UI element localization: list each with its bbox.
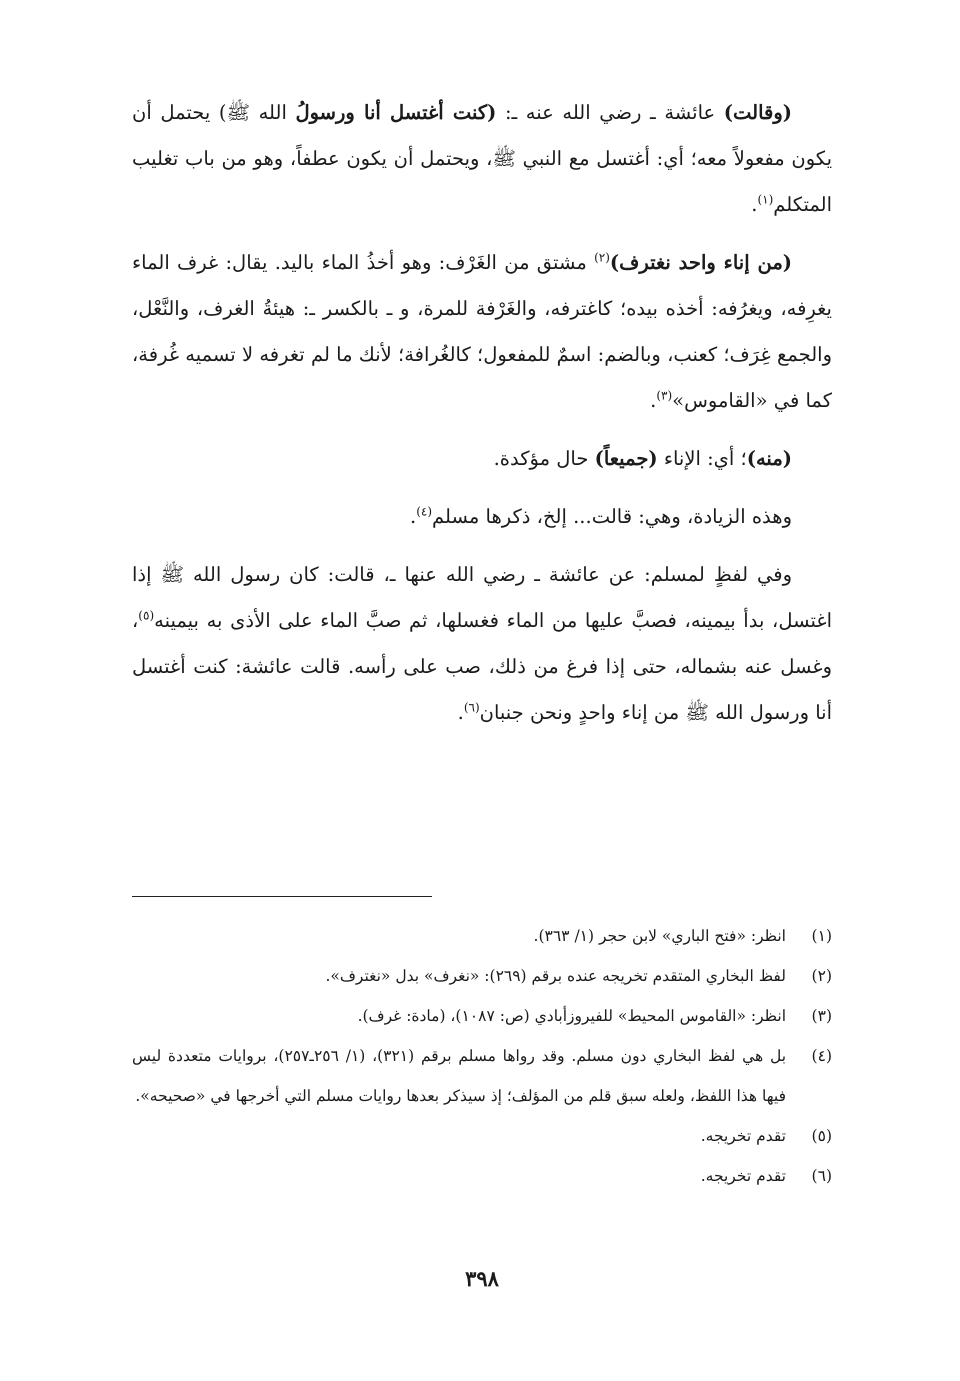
quoted-text: (من إناء واحد نغترف): [609, 251, 792, 274]
commentary-text: .: [650, 389, 657, 412]
footnote-reference: (٦): [463, 700, 480, 715]
paragraph: [132, 240, 832, 424]
commentary-text: حال مؤكدة.: [493, 447, 595, 470]
quoted-text: (وقالت): [723, 101, 792, 124]
commentary-text: .: [457, 701, 464, 724]
footnote: [132, 1036, 832, 1116]
quoted-text: (كنت أغتسل أنا ورسولُ: [295, 101, 497, 124]
commentary-text: ، وغسل عنه بشماله، حتى إذا فرغ من ذلك، صب على رأسه. قالت عائشة: كنت أغتسل أنا ورسول الله ﷺ من إناء واحدٍ ونحن جنبان: [132, 609, 832, 724]
footnotes: [132, 916, 832, 1196]
commentary-text: .: [751, 193, 758, 216]
quoted-text: (منه): [746, 447, 792, 470]
commentary-text: وفي لفظٍ لمسلم: عن عائشة ـ رضي الله عنها ـ، قالت: كان رسول الله ﷺ إذا اغتسل، بدأ بيمينه، فصبَّ عليها من الماء فغسلها، ثم صبَّ الماء على الأذى به بيمينه: [132, 563, 832, 632]
footnote-reference: (٣): [656, 388, 673, 403]
footnote-text: بل هي لفظ البخاري دون مسلم. وقد رواها مسلم برقم (٣٢١)، (١/ ٢٥٦ـ٢٥٧)، بروايات متعددة ليس فيها هذا اللفظ، ولعله سبق قلم من المؤلف؛ إذ سيذكر بعدها روايات مسلم التي أخرجها في «صحيحه».: [132, 1047, 787, 1105]
footnote-number: (٤): [811, 1047, 832, 1065]
footnote: [132, 916, 832, 956]
footnote-text: انظر: «القاموس المحيط» للفيروزأبادي (ص: ١٠٨٧)، (مادة: غرف).: [357, 1007, 786, 1025]
footnote-text: تقدم تخريجه.: [700, 1167, 786, 1185]
commentary-text: الله ﷺ) يحتمل أن يكون مفعولاً معه؛ أي: أغتسل مع النبي ﷺ، ويحتمل أن يكون عطفاً، وهو من باب تغليب المتكلم: [132, 101, 832, 216]
footnote-reference: (٢): [594, 250, 610, 265]
footnote: [132, 1116, 832, 1156]
commentary-text: .: [410, 505, 417, 528]
page-number: ٣٩٨: [465, 1266, 499, 1291]
footnote-reference: (٥): [138, 608, 155, 623]
commentary-text: وهذه الزيادة، وهي: قالت... إلخ، ذكرها مسلم: [432, 505, 792, 528]
commentary-text: عائشة ـ رضي الله عنه ـ:: [496, 101, 724, 124]
footnote-number: (١): [811, 927, 832, 945]
footnote-text: لفظ البخاري المتقدم تخريجه عنده برقم (٢٦٩): «نغرف» بدل «نغترف».: [325, 967, 786, 985]
quoted-text: (جميعاً): [594, 447, 658, 470]
body-text: [132, 90, 832, 736]
paragraph: [132, 436, 832, 482]
footnote-separator: [132, 896, 432, 897]
footnote: [132, 996, 832, 1036]
footnote-number: (٦): [811, 1167, 832, 1185]
footnote-text: تقدم تخريجه.: [700, 1127, 786, 1145]
commentary-text: مشتق من الغَرْف: وهو أخذُ الماء باليد. يقال: غرف الماء يغرِفه، ويغرُفه: أخذه بيده؛ كاغترفه، والغَرْفة للمرة، و ـ بالكسر ـ: هيئةُ الغرف، والنَّعْل، والجمع غِرَف؛ كعنب، وبالضم: اسمٌ للمفعول؛ كالغُرافة؛ لأنك ما لم تغرفه لا تسميه غُرفة، كما في «القاموس»: [132, 251, 832, 412]
footnote-number: (٥): [811, 1127, 832, 1145]
paragraph: [132, 552, 832, 736]
footnote-reference: (٤): [416, 504, 433, 519]
footnote: [132, 1156, 832, 1196]
commentary-text: ؛ أي: الإناء: [657, 447, 747, 470]
footnote-text: انظر: «فتح الباري» لابن حجر (١/ ٣٦٣).: [533, 927, 786, 945]
footnote-number: (٢): [811, 967, 832, 985]
book-page: [132, 90, 832, 1310]
footnote-reference: (١): [757, 192, 774, 207]
footnote-number: (٣): [811, 1007, 832, 1025]
footnote: [132, 956, 832, 996]
paragraph: [132, 90, 832, 228]
paragraph: [132, 494, 832, 540]
